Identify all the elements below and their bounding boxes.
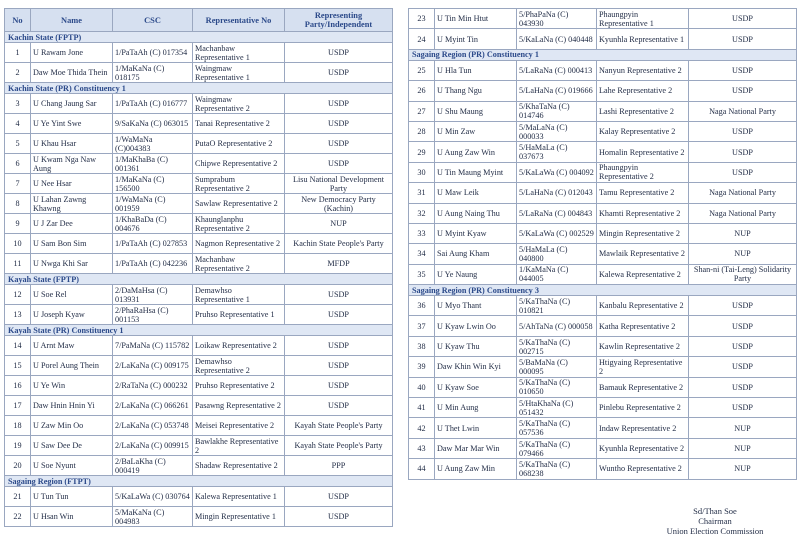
cell-name: U Ye Yint Swe xyxy=(31,114,113,134)
signature-block xyxy=(640,506,790,536)
cell-representative: Mingin Representative 1 xyxy=(193,507,285,527)
cell-no: 20 xyxy=(5,456,31,476)
cell-representative: Kanbalu Representative 2 xyxy=(597,296,689,316)
cell-party: NUP xyxy=(689,223,797,243)
cell-representative: Khaunglanphu Representative 2 xyxy=(193,214,285,234)
cell-representative: Chipwe Representative 2 xyxy=(193,154,285,174)
table-row xyxy=(409,101,797,121)
section-header-row xyxy=(5,32,393,43)
cell-no: 2 xyxy=(5,63,31,83)
cell-no: 26 xyxy=(409,81,435,101)
cell-party: USDP xyxy=(285,396,393,416)
section-header-row xyxy=(5,83,393,94)
cell-representative: Bawlakhe Representative 2 xyxy=(193,436,285,456)
header-no: No xyxy=(5,9,31,32)
cell-party: USDP xyxy=(689,296,797,316)
cell-party: USDP xyxy=(689,29,797,49)
cell-csc: 1/MaKaNa (C) 156500 xyxy=(113,174,193,194)
cell-representative: Sawlaw Representative 2 xyxy=(193,194,285,214)
cell-name: U Kyaw Soe xyxy=(435,377,517,397)
cell-party: Lisu National Development Party xyxy=(285,174,393,194)
cell-party: Kachin State People's Party xyxy=(285,234,393,254)
cell-representative: Loikaw Representative 2 xyxy=(193,336,285,356)
cell-party: Kayah State People's Party xyxy=(285,416,393,436)
cell-party: USDP xyxy=(689,377,797,397)
cell-csc: 9/SaKaNa (C) 063015 xyxy=(113,114,193,134)
table-row xyxy=(409,121,797,141)
cell-party: Naga National Party xyxy=(689,203,797,223)
cell-representative: Lahe Representative 2 xyxy=(597,81,689,101)
left-table xyxy=(4,8,393,527)
cell-no: 23 xyxy=(409,9,435,29)
cell-no: 36 xyxy=(409,296,435,316)
cell-representative: Homalin Representative 2 xyxy=(597,142,689,162)
cell-csc: 2/PhaRaHsa (C) 001153 xyxy=(113,305,193,325)
cell-representative: Tamu Representative 2 xyxy=(597,183,689,203)
cell-name: U Khau Hsar xyxy=(31,134,113,154)
cell-csc: 2/DaMaHsa (C) 013931 xyxy=(113,285,193,305)
cell-name: U Shu Maung xyxy=(435,101,517,121)
cell-name: U Chang Jaung Sar xyxy=(31,94,113,114)
cell-no: 4 xyxy=(5,114,31,134)
table-row xyxy=(5,376,393,396)
section-header-row xyxy=(5,325,393,336)
cell-no: 24 xyxy=(409,29,435,49)
cell-no: 25 xyxy=(409,60,435,80)
cell-representative: Wuntho Representative 2 xyxy=(597,459,689,479)
cell-party: USDP xyxy=(689,81,797,101)
cell-name: Sai Aung Kham xyxy=(435,244,517,264)
cell-csc: 5/HtaKhaNa (C) 051432 xyxy=(517,398,597,418)
cell-no: 3 xyxy=(5,94,31,114)
cell-party: USDP xyxy=(285,63,393,83)
left-table-column xyxy=(4,8,392,527)
cell-no: 6 xyxy=(5,154,31,174)
cell-no: 12 xyxy=(5,285,31,305)
section-title: Kayah State (PR) Constituency 1 xyxy=(5,325,393,336)
cell-csc: 5/LaRaNa (C) 000413 xyxy=(517,60,597,80)
cell-representative: Katha Representative 2 xyxy=(597,316,689,336)
cell-name: Daw Mar Mar Win xyxy=(435,438,517,458)
cell-representative: Kyunhla Representative 2 xyxy=(597,438,689,458)
cell-csc: 5/MaKaNa (C) 004983 xyxy=(113,507,193,527)
table-row xyxy=(5,487,393,507)
table-row xyxy=(409,162,797,182)
cell-no: 31 xyxy=(409,183,435,203)
cell-no: 42 xyxy=(409,418,435,438)
cell-representative: Kyunhla Representative 1 xyxy=(597,29,689,49)
table-row xyxy=(5,154,393,174)
table-row xyxy=(409,203,797,223)
cell-no: 16 xyxy=(5,376,31,396)
cell-csc: 5/KaThaNa (C) 010821 xyxy=(517,296,597,316)
table-row xyxy=(5,43,393,63)
cell-representative: Shadaw Representative 2 xyxy=(193,456,285,476)
table-row xyxy=(5,416,393,436)
cell-party: USDP xyxy=(285,94,393,114)
table-row xyxy=(5,456,393,476)
cell-csc: 5/PhaPaNa (C) 043930 xyxy=(517,9,597,29)
cell-name: U Myo Thant xyxy=(435,296,517,316)
cell-name: U Ye Win xyxy=(31,376,113,396)
header-csc: CSC xyxy=(113,9,193,32)
cell-no: 8 xyxy=(5,194,31,214)
table-row xyxy=(409,223,797,243)
table-row xyxy=(409,418,797,438)
cell-representative: Lashi Representative 2 xyxy=(597,101,689,121)
cell-csc: 2/LaKaNa (C) 066261 xyxy=(113,396,193,416)
cell-no: 35 xyxy=(409,264,435,284)
cell-no: 44 xyxy=(409,459,435,479)
cell-csc: 5/KaThaNa (C) 010650 xyxy=(517,377,597,397)
cell-party: USDP xyxy=(285,114,393,134)
cell-no: 29 xyxy=(409,142,435,162)
cell-party: USDP xyxy=(689,9,797,29)
cell-representative: Demawhso Representative 2 xyxy=(193,356,285,376)
section-title: Kachin State (FPTP) xyxy=(5,32,393,43)
cell-csc: 5/LaHaNa (C) 019666 xyxy=(517,81,597,101)
signature-organization: Union Election Commission xyxy=(666,526,764,536)
signature-title: Chairman xyxy=(698,516,732,526)
cell-name: U Nwga Khi Sar xyxy=(31,254,113,274)
cell-no: 34 xyxy=(409,244,435,264)
section-header-row xyxy=(409,285,797,296)
cell-party: USDP xyxy=(689,60,797,80)
cell-representative: Demawhso Representative 1 xyxy=(193,285,285,305)
cell-name: U Hla Tun xyxy=(435,60,517,80)
cell-no: 43 xyxy=(409,438,435,458)
cell-name: U Soe Nyunt xyxy=(31,456,113,476)
header-name: Name xyxy=(31,9,113,32)
cell-party: USDP xyxy=(285,487,393,507)
table-row xyxy=(409,377,797,397)
cell-name: U Tin Min Htut xyxy=(435,9,517,29)
cell-representative: Pruhso Representative 2 xyxy=(193,376,285,396)
cell-csc: 5/KaLaWa (C) 030764 xyxy=(113,487,193,507)
table-row xyxy=(409,398,797,418)
cell-csc: 5/KaThaNa (C) 002715 xyxy=(517,336,597,356)
cell-representative: Kawlin Representative 2 xyxy=(597,336,689,356)
table-row xyxy=(409,357,797,377)
cell-csc: 1/PaTaAh (C) 017354 xyxy=(113,43,193,63)
cell-no: 17 xyxy=(5,396,31,416)
cell-no: 15 xyxy=(5,356,31,376)
cell-party: USDP xyxy=(285,356,393,376)
cell-name: U Nee Hsar xyxy=(31,174,113,194)
cell-name: U Soe Rel xyxy=(31,285,113,305)
cell-representative: Kalay Representative 2 xyxy=(597,121,689,141)
cell-no: 33 xyxy=(409,223,435,243)
cell-csc: 5/KaLaWa (C) 002529 xyxy=(517,223,597,243)
cell-name: U Arnt Maw xyxy=(31,336,113,356)
table-row xyxy=(409,81,797,101)
cell-representative: Kalewa Representative 1 xyxy=(193,487,285,507)
cell-name: U Kwam Nga Naw Aung xyxy=(31,154,113,174)
cell-representative: Pruhso Representative 1 xyxy=(193,305,285,325)
cell-party: USDP xyxy=(285,336,393,356)
table-row xyxy=(409,459,797,479)
cell-no: 11 xyxy=(5,254,31,274)
cell-representative: Machanbaw Representative 1 xyxy=(193,43,285,63)
cell-csc: 2/LaKaNa (C) 053748 xyxy=(113,416,193,436)
cell-csc: 7/PaMaNa (C) 115782 xyxy=(113,336,193,356)
cell-party: PPP xyxy=(285,456,393,476)
cell-name: Daw Hnin Hnin Yi xyxy=(31,396,113,416)
cell-csc: 2/LaKaNa (C) 009175 xyxy=(113,356,193,376)
cell-name: U Aung Zaw Win xyxy=(435,142,517,162)
table-row xyxy=(5,63,393,83)
cell-name: U Tun Tun xyxy=(31,487,113,507)
cell-party: USDP xyxy=(689,357,797,377)
cell-no: 9 xyxy=(5,214,31,234)
table-row xyxy=(409,183,797,203)
table-row xyxy=(409,29,797,49)
cell-no: 32 xyxy=(409,203,435,223)
header-party: Representing Party/Independent xyxy=(285,9,393,32)
cell-csc: 5/BaMaNa (C) 000095 xyxy=(517,357,597,377)
table-row xyxy=(409,60,797,80)
cell-no: 30 xyxy=(409,162,435,182)
table-row xyxy=(409,9,797,29)
cell-representative: Htigyaing Representative 2 xyxy=(597,357,689,377)
cell-csc: 5/HaMaLa (C) 040800 xyxy=(517,244,597,264)
cell-representative: Indaw Representative 2 xyxy=(597,418,689,438)
cell-party: USDP xyxy=(285,43,393,63)
cell-party: Shan-ni (Tai-Leng) Solidarity Party xyxy=(689,264,797,284)
table-row xyxy=(5,254,393,274)
section-title: Sagaing Region (PR) Constituency 3 xyxy=(409,285,797,296)
cell-name: U Aung Zaw Min xyxy=(435,459,517,479)
cell-representative: Sumprabum Representative 2 xyxy=(193,174,285,194)
table-row xyxy=(409,296,797,316)
cell-representative: Meisei Representative 2 xyxy=(193,416,285,436)
table-row xyxy=(409,264,797,284)
cell-name: U Myint Tin xyxy=(435,29,517,49)
cell-no: 28 xyxy=(409,121,435,141)
cell-no: 18 xyxy=(5,416,31,436)
cell-csc: 5/HaMaLa (C) 037673 xyxy=(517,142,597,162)
cell-party: USDP xyxy=(285,134,393,154)
cell-name: U Thet Lwin xyxy=(435,418,517,438)
cell-no: 5 xyxy=(5,134,31,154)
cell-csc: 1/KhaBaDa (C) 004676 xyxy=(113,214,193,234)
cell-representative: Mingin Representative 2 xyxy=(597,223,689,243)
cell-party: Naga National Party xyxy=(689,101,797,121)
cell-representative: Khamti Representative 2 xyxy=(597,203,689,223)
cell-name: U Rawam Jone xyxy=(31,43,113,63)
table-row xyxy=(5,436,393,456)
cell-name: U Min Aung xyxy=(435,398,517,418)
cell-csc: 5/KhaTaNa (C) 014746 xyxy=(517,101,597,121)
table-row xyxy=(5,194,393,214)
cell-name: U Aung Naing Thu xyxy=(435,203,517,223)
table-row xyxy=(409,336,797,356)
cell-name: U Hsan Win xyxy=(31,507,113,527)
cell-csc: 5/KaThaNa (C) 079466 xyxy=(517,438,597,458)
cell-csc: 1/PaTaAh (C) 027853 xyxy=(113,234,193,254)
cell-party: Kayah State People's Party xyxy=(285,436,393,456)
cell-name: Daw Moe Thida Thein xyxy=(31,63,113,83)
cell-party: USDP xyxy=(285,154,393,174)
table-row xyxy=(5,174,393,194)
cell-csc: 5/LaRaNa (C) 004843 xyxy=(517,203,597,223)
cell-party: USDP xyxy=(285,285,393,305)
cell-representative: Phaungpyin Representative 2 xyxy=(597,162,689,182)
cell-name: U Lahan Zawng Khawng xyxy=(31,194,113,214)
section-header-row xyxy=(5,274,393,285)
cell-representative: Tanai Representative 2 xyxy=(193,114,285,134)
cell-party: USDP xyxy=(689,316,797,336)
table-row xyxy=(5,94,393,114)
cell-no: 40 xyxy=(409,377,435,397)
cell-representative: Phaungpyin Representative 1 xyxy=(597,9,689,29)
cell-no: 7 xyxy=(5,174,31,194)
section-header-row xyxy=(5,476,393,487)
cell-csc: 5/LaHaNa (C) 012043 xyxy=(517,183,597,203)
cell-csc: 1/PaTaAh (C) 042236 xyxy=(113,254,193,274)
cell-csc: 1/WaMaNa (C) 001959 xyxy=(113,194,193,214)
cell-name: U Porel Aung Thein xyxy=(31,356,113,376)
cell-representative: Nagmon Representative 2 xyxy=(193,234,285,254)
cell-no: 1 xyxy=(5,43,31,63)
table-row xyxy=(5,305,393,325)
cell-name: U Ye Naung xyxy=(435,264,517,284)
cell-csc: 2/RaTaNa (C) 000232 xyxy=(113,376,193,396)
cell-csc: 1/MaKaNa (C) 018175 xyxy=(113,63,193,83)
cell-representative: Pinlebu Representative 2 xyxy=(597,398,689,418)
cell-representative: Waingmaw Representative 2 xyxy=(193,94,285,114)
cell-representative: Bamauk Representative 2 xyxy=(597,377,689,397)
cell-party: USDP xyxy=(285,305,393,325)
table-row xyxy=(409,244,797,264)
table-row xyxy=(409,438,797,458)
cell-csc: 1/KaMaNa (C) 044005 xyxy=(517,264,597,284)
cell-csc: 2/BaLaKha (C) 000419 xyxy=(113,456,193,476)
cell-name: U Kyaw Thu xyxy=(435,336,517,356)
cell-party: USDP xyxy=(285,376,393,396)
cell-csc: 5/KaThaNa (C) 057536 xyxy=(517,418,597,438)
cell-party: NUP xyxy=(689,459,797,479)
header-representative-no: Representative No xyxy=(193,9,285,32)
section-title: Kachin State (PR) Constituency 1 xyxy=(5,83,393,94)
section-title: Sagaing Region (PR) Constituency 1 xyxy=(409,49,797,60)
cell-representative: Machanbaw Representative 2 xyxy=(193,254,285,274)
cell-csc: 1/PaTaAh (C) 016777 xyxy=(113,94,193,114)
cell-csc: 2/LaKaNa (C) 009915 xyxy=(113,436,193,456)
cell-representative: Waingmaw Representative 1 xyxy=(193,63,285,83)
cell-no: 39 xyxy=(409,357,435,377)
right-table xyxy=(408,8,797,480)
signature-name: Sd/Than Soe xyxy=(693,506,737,516)
cell-csc: 5/KaLaNa (C) 040448 xyxy=(517,29,597,49)
cell-no: 19 xyxy=(5,436,31,456)
cell-party: USDP xyxy=(689,142,797,162)
cell-representative: Nanyun Representative 2 xyxy=(597,60,689,80)
cell-party: New Democracy Party (Kachin) xyxy=(285,194,393,214)
cell-name: U J Zar Dee xyxy=(31,214,113,234)
cell-name: U Thang Ngu xyxy=(435,81,517,101)
cell-party: NUP xyxy=(689,438,797,458)
table-row xyxy=(5,356,393,376)
section-title: Sagaing Region (FTPT) xyxy=(5,476,393,487)
cell-party: Naga National Party xyxy=(689,183,797,203)
table-row xyxy=(5,234,393,254)
table-row xyxy=(5,396,393,416)
cell-name: U Kyaw Lwin Oo xyxy=(435,316,517,336)
cell-no: 37 xyxy=(409,316,435,336)
cell-party: NUP xyxy=(689,244,797,264)
cell-no: 22 xyxy=(5,507,31,527)
cell-no: 38 xyxy=(409,336,435,356)
cell-party: USDP xyxy=(689,398,797,418)
cell-name: U Saw Dee De xyxy=(31,436,113,456)
cell-no: 41 xyxy=(409,398,435,418)
section-title: Kayah State (FPTP) xyxy=(5,274,393,285)
table-row xyxy=(5,114,393,134)
cell-representative: PutaO Representative 2 xyxy=(193,134,285,154)
cell-name: U Min Zaw xyxy=(435,121,517,141)
cell-representative: Kalewa Representative 2 xyxy=(597,264,689,284)
cell-no: 13 xyxy=(5,305,31,325)
cell-party: USDP xyxy=(689,162,797,182)
cell-name: U Maw Leik xyxy=(435,183,517,203)
cell-name: U Tin Maung Myint xyxy=(435,162,517,182)
cell-no: 10 xyxy=(5,234,31,254)
cell-party: USDP xyxy=(689,121,797,141)
cell-csc: 5/MaLaNa (C) 000033 xyxy=(517,121,597,141)
table-row xyxy=(409,316,797,336)
table-row xyxy=(5,285,393,305)
cell-representative: Pasawng Representative 2 xyxy=(193,396,285,416)
cell-name: U Sam Bon Sim xyxy=(31,234,113,254)
table-row xyxy=(409,142,797,162)
cell-csc: 5/KaLaWa (C) 004092 xyxy=(517,162,597,182)
cell-no: 14 xyxy=(5,336,31,356)
section-header-row xyxy=(409,49,797,60)
cell-no: 21 xyxy=(5,487,31,507)
cell-csc: 1/WaMaNa (C)004383 xyxy=(113,134,193,154)
cell-party: MFDP xyxy=(285,254,393,274)
cell-name: Daw Khin Win Kyi xyxy=(435,357,517,377)
cell-no: 27 xyxy=(409,101,435,121)
cell-name: U Joseph Kyaw xyxy=(31,305,113,325)
cell-name: U Myint Kyaw xyxy=(435,223,517,243)
cell-csc: 5/KaThaNa (C) 068238 xyxy=(517,459,597,479)
cell-csc: 5/AhTaNa (C) 000058 xyxy=(517,316,597,336)
right-table-column xyxy=(408,8,796,480)
table-row xyxy=(5,134,393,154)
table-row xyxy=(5,336,393,356)
table-row xyxy=(5,507,393,527)
cell-representative: Mawlaik Representative 2 xyxy=(597,244,689,264)
cell-party: NUP xyxy=(689,418,797,438)
cell-party: NUP xyxy=(285,214,393,234)
cell-name: U Zaw Min Oo xyxy=(31,416,113,436)
cell-csc: 1/MaKhaBa (C) 001361 xyxy=(113,154,193,174)
table-header-row xyxy=(5,9,393,32)
cell-party: USDP xyxy=(285,507,393,527)
cell-party: USDP xyxy=(689,336,797,356)
table-row xyxy=(5,214,393,234)
